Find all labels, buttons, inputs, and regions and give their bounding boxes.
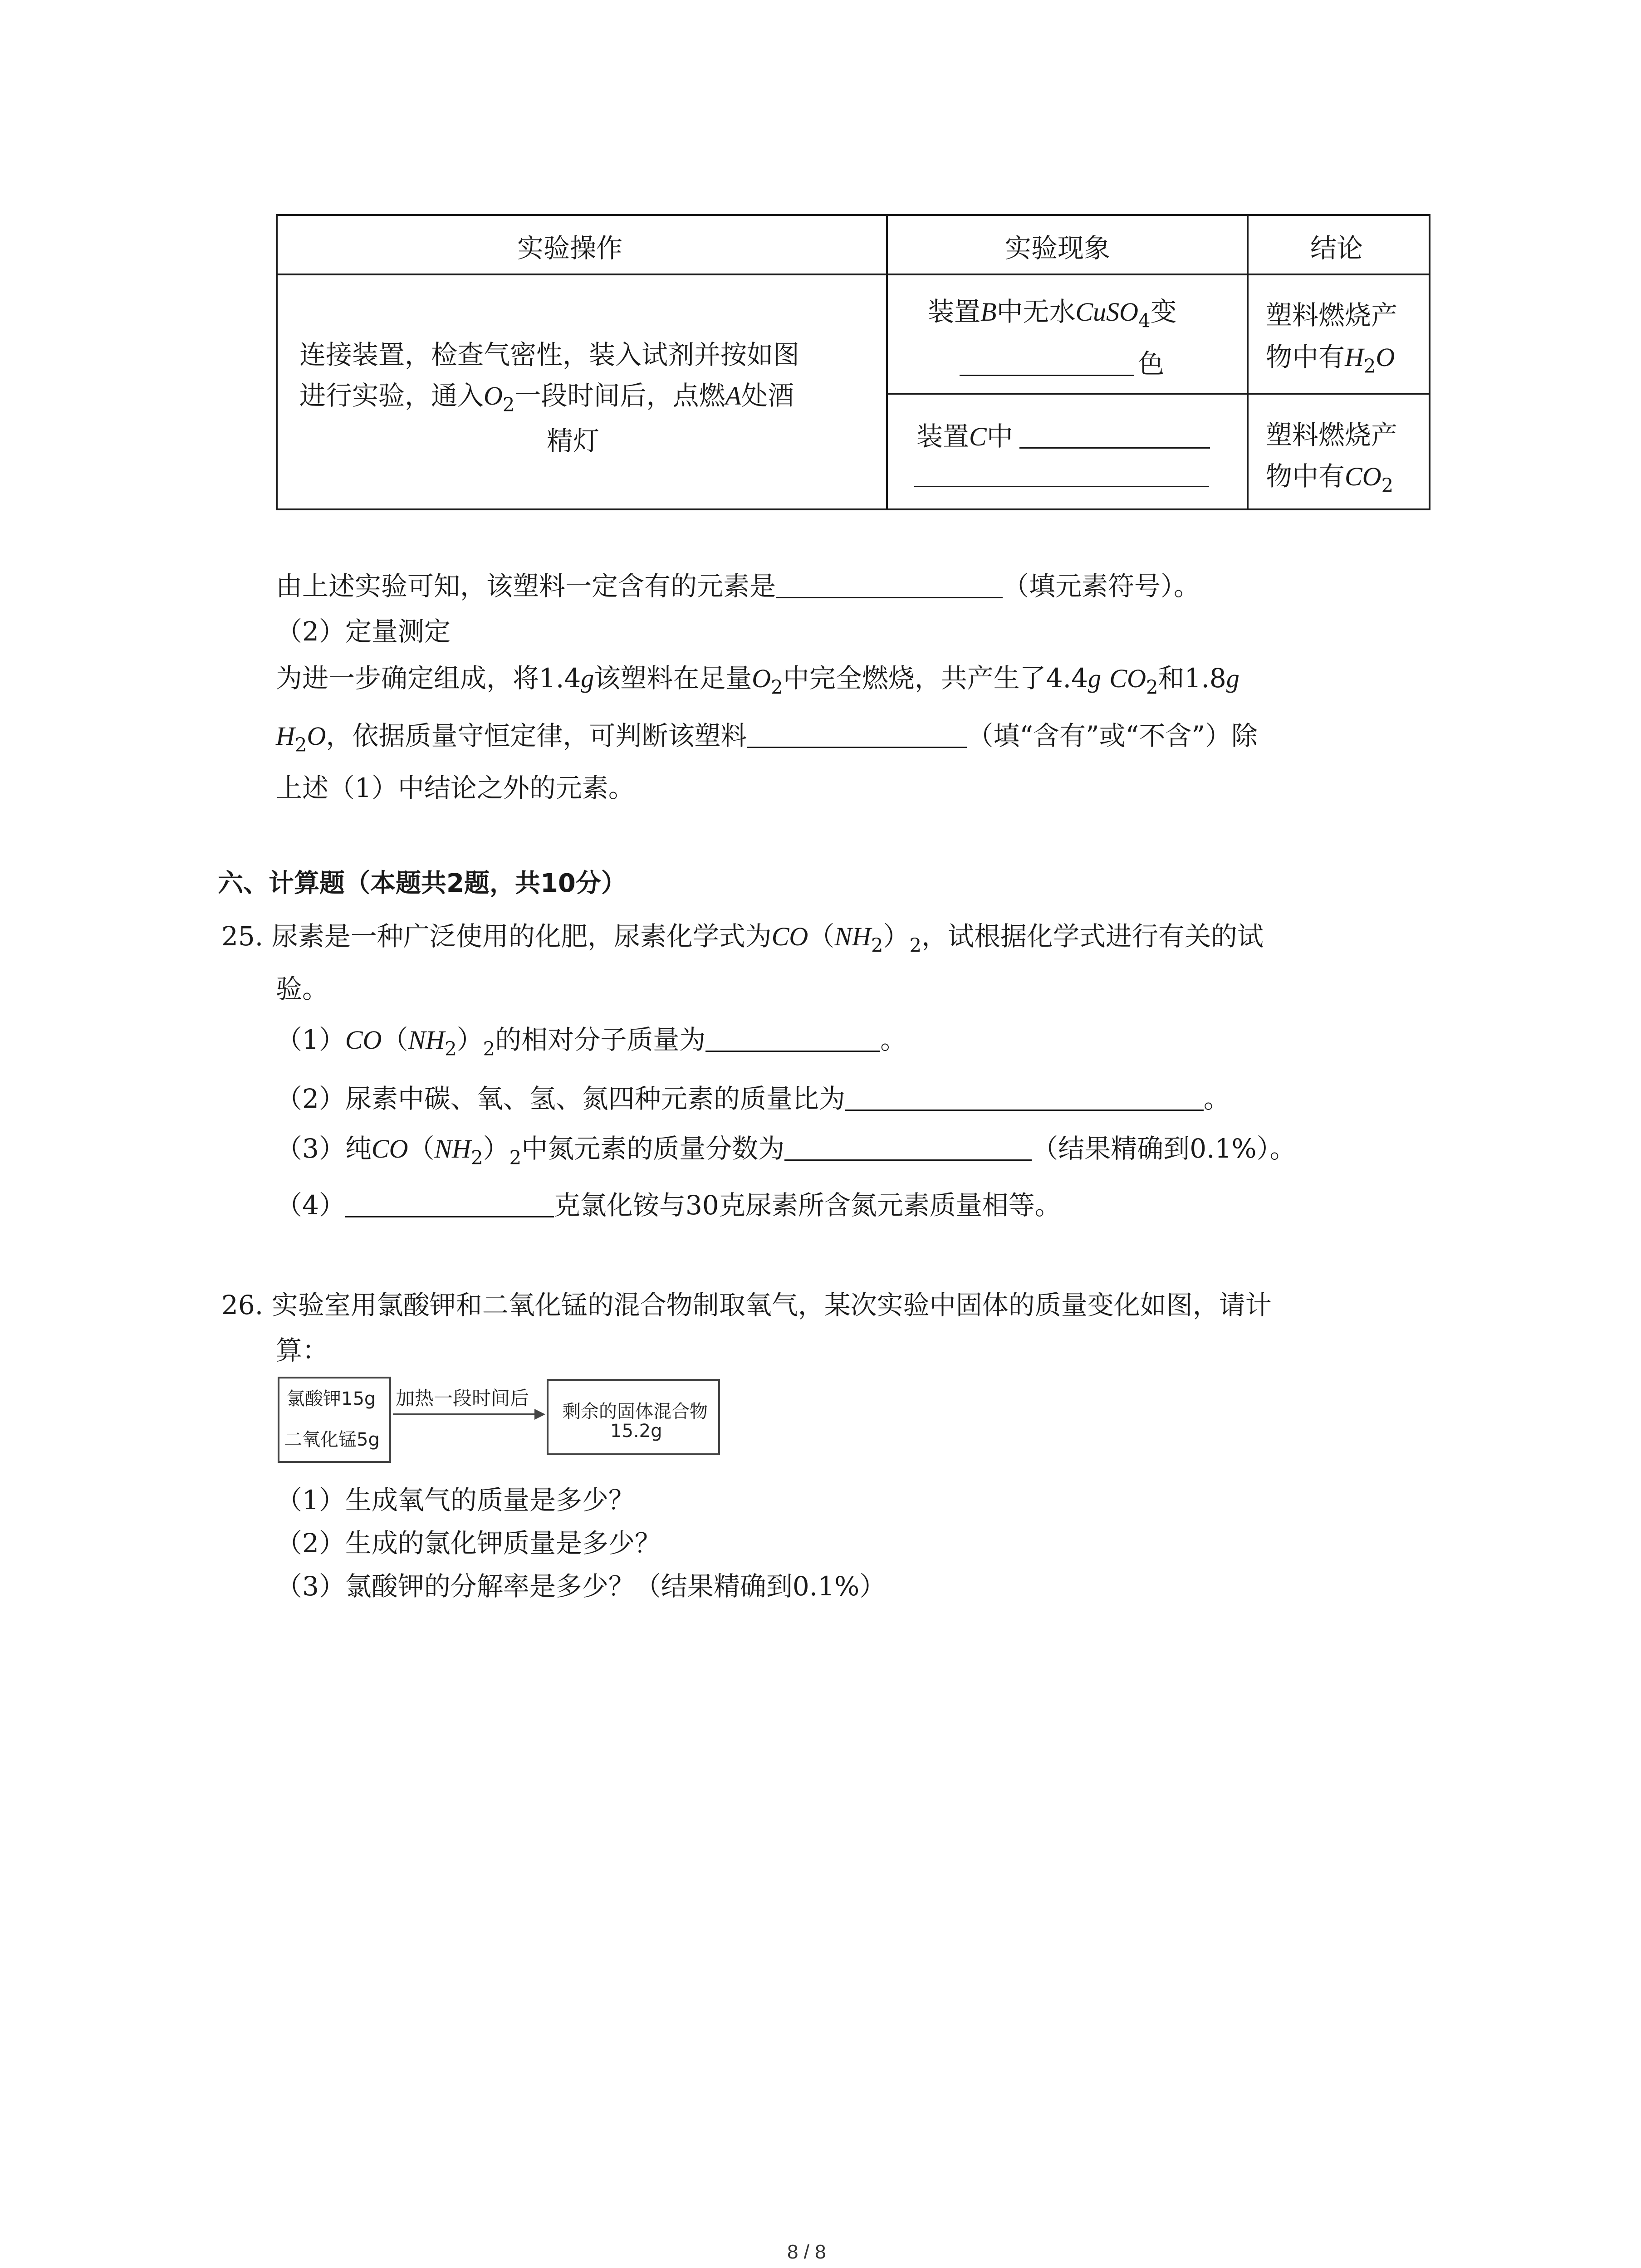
quantitative-line-2: $H_2O$，依据质量守恒定律，可判断该塑料 （填“含有”或“不含”）除 [276,714,1258,756]
blank-mass-ratio[interactable] [845,1082,1204,1111]
operation-line-2: 进行实验，通入$O_2$一段时间后，点燃A处酒 [299,380,794,416]
table-header-phenomenon: 实验现象 [1005,233,1111,264]
q25-stem-line-1: 25. 尿素是一种广泛使用的化肥，尿素化学式为$CO(NH_2)_2$，试根据化学式进行有关的试 [221,921,1264,957]
row2-conclusion-line-1: 塑料燃烧产 [1266,420,1398,450]
blank-nitrogen-fraction[interactable] [784,1132,1032,1161]
diagram-right-line-1: 剩余的固体混合物 [563,1401,708,1422]
q26-stem-line-2: 算： [276,1335,329,1366]
section-heading: 六、计算题（本题共2题，共10分） [218,869,627,898]
quantitative-heading: （2）定量测定 [276,616,451,647]
diagram-left-line-2: 二氧化锰5g [284,1429,380,1450]
diagram-left-line-1: 氯酸钾15g [287,1388,376,1409]
row1-conclusion-line-2: 物中有$H_2O$ [1266,342,1395,377]
diagram-right-line-2: 15.2g [610,1421,662,1442]
operation-line-1: 连接装置，检查气密性，装入试剂并按如图 [299,339,800,370]
q26-stem-line-1: 26. 实验室用氯酸钾和二氧化锰的混合物制取氧气，某次实验中固体的质量变化如图，请计 [221,1290,1272,1320]
blank-ammonium-chloride[interactable] [345,1188,554,1217]
operation-line-3: 精灯 [547,425,600,456]
q25-stem-line-2: 验。 [276,973,329,1004]
q25-part-3: （3）纯$CO(NH_2)_2$中氮元素的质量分数为 （结果精确到0.1%）。 [276,1127,1296,1169]
blank-phenomenon-c-a[interactable] [1019,420,1210,449]
blank-elements[interactable] [776,569,1003,598]
blank-contains[interactable] [747,719,967,748]
row2-conclusion-line-2: 物中有$CO_2$ [1266,461,1394,497]
row1-phenomenon-line-2: 色 [960,342,1164,381]
table-header-conclusion: 结论 [1310,233,1363,264]
q25-part-4: （4） 克氯化铵与30克尿素所含氮元素质量相等。 [276,1184,1061,1222]
q26-part-1: （1）生成氧气的质量是多少？ [276,1485,635,1515]
quantitative-line-3: 上述（1）中结论之外的元素。 [276,772,635,803]
row2-phenomenon-line-2 [914,458,1209,490]
q26-part-3: （3）氯酸钾的分解率是多少？（结果精确到0.1%） [276,1571,886,1602]
conclusion-elements-line: 由上述实验可知，该塑料一定含有的元素是 （填元素符号）。 [276,565,1200,603]
q26-part-2: （2）生成的氯化钾质量是多少？ [276,1528,661,1559]
diagram-arrow [393,1405,547,1423]
blank-color[interactable] [960,347,1134,376]
blank-phenomenon-c-b[interactable] [914,458,1209,487]
q25-part-1: $(1)CO(NH_2)_2$的相对分子质量为 。 [276,1018,906,1060]
quantitative-line-1: 为进一步确定组成，将1.4g该塑料在足量$O_2$中完全燃烧，共产生了4.4g $CO_2$和1.8g [276,663,1239,699]
table-header-operation: 实验操作 [517,233,623,264]
row2-phenomenon-line-1: 装置C中 [916,415,1210,453]
page-number: 8 / 8 [787,2241,826,2263]
diagram-arrow-label: 加热一段时间后 [396,1387,529,1409]
row1-conclusion-line-1: 塑料燃烧产 [1266,300,1398,331]
q25-part-2: （2）尿素中碳、氧、氢、氮四种元素的质量比为 。 [276,1077,1230,1115]
row1-phenomenon-line-1: 装置B中无水CuSO$_4$变 [928,296,1177,332]
blank-molecular-mass[interactable] [705,1023,880,1052]
